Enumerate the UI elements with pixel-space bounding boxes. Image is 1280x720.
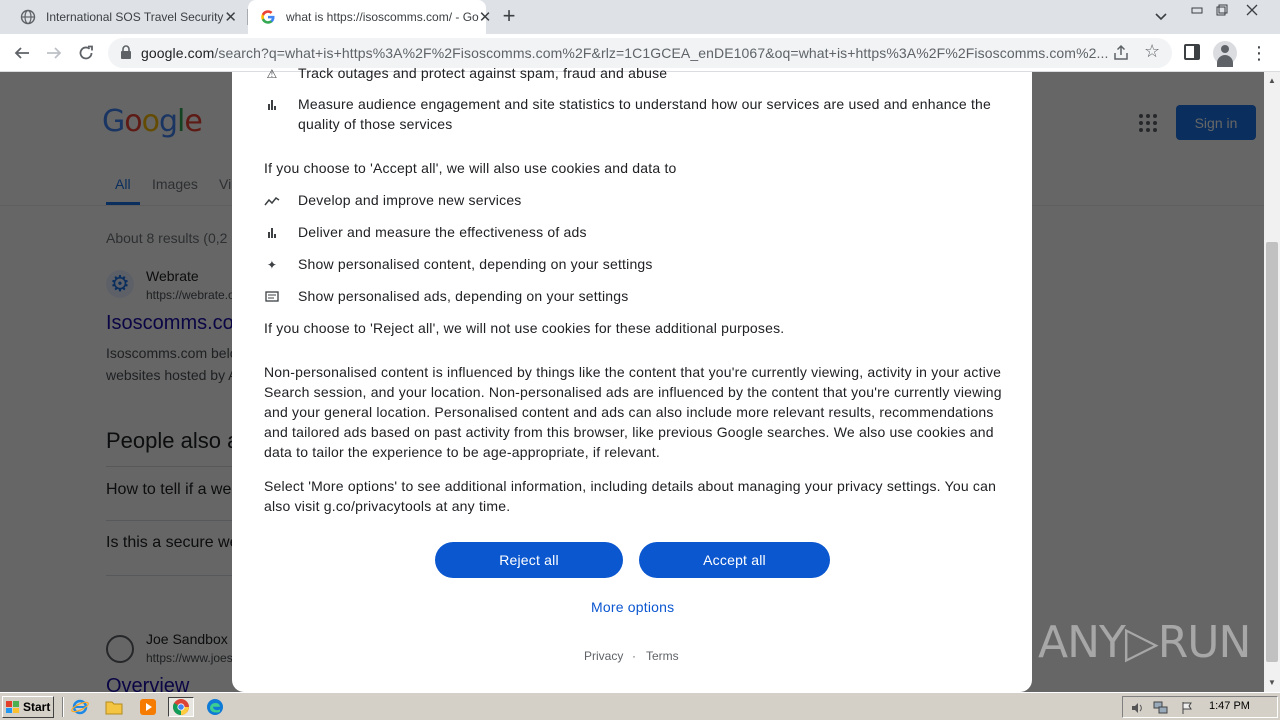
google-g-icon	[260, 9, 276, 25]
scrollbar-thumb[interactable]	[1266, 242, 1278, 662]
share-icon[interactable]	[1112, 44, 1130, 62]
url-path: /search?q=what+is+https%3A%2F%2Fisoscomms.com%2F&rlz=1C1GCEA_enDE1067&oq=what+is+https%3A%2F%2Fisoscomms.com%2...	[214, 45, 1109, 61]
tab-search-chevron-icon[interactable]	[1150, 6, 1172, 28]
chrome-icon[interactable]	[168, 697, 194, 717]
sparkle-icon: ✦	[266, 258, 278, 272]
volume-icon[interactable]	[1129, 700, 1145, 716]
reject-all-button[interactable]: Reject all	[435, 542, 623, 578]
tab-title: what is https://isoscomms.com/ - Go	[286, 10, 479, 24]
bookmark-star-icon[interactable]: ☆	[1144, 41, 1161, 61]
file-explorer-icon[interactable]	[104, 697, 124, 717]
scroll-up-icon[interactable]: ▲	[1268, 76, 1276, 85]
trending-icon	[264, 193, 280, 209]
minimize-window-icon[interactable]	[1184, 0, 1209, 20]
tab-google-search[interactable]	[248, 0, 492, 34]
close-tab-icon[interactable]: ✕	[478, 9, 492, 26]
globe-icon	[20, 9, 36, 25]
network-icon[interactable]	[1153, 700, 1169, 716]
start-button[interactable]	[2, 696, 54, 718]
bar-chart-icon	[264, 225, 280, 241]
cookie-consent-dialog: ⚠ Track outages and protect against spam, fraud and abuse Measure audience engagement and site statistics to understand how our services are used and enhance the quality of those services If you choose to 'Accept all', we will also use cookies and data to Develop and improve new services Deliver and measure the effectiveness of ads ✦ Show personalised content, depending on your settings Show personalised ads, depending on your settings If you choose to 'Reject all', we will not use cookies for these additional purposes. Non-personalised content is influenced by things like the content that you're currently viewing, activity in your active Search session, and your location. Non-personalised ads are influenced by the content that you're currently viewing and your general location. Personalised content and ads can also include more relevant results, recommendations and tailored ads based on past activity from this browser, like previous Google searches. We also use cookies and data to tailor the experience to be age-appropriate, if relevant. Select 'More options' to see additional information, including details about managing your privacy settings. You can also visit g.co/privacytools at any time. Reject all Accept all More options Privacy · Terms	[232, 72, 1032, 692]
non-personalised-explanation: Non-personalised content is influenced by things like the content that you're currently viewing, activity in your active Search session, and your location. Non-personalised ads are influenced by the content that you're currently viewing and your general location. Personalised content and ads can also include more relevant results, recommendations and tailored ads based on past activity from this browser, like previous Google searches. We also use cookies and data to tailor the experience to be age-appropriate, if relevant.	[264, 364, 1002, 460]
windows-taskbar	[0, 692, 1280, 720]
more-info-text: Select 'More options' to see additional information, including details about managing your privacy settings. You can also visit g.co/privacytools at any time.	[264, 478, 997, 514]
bar-chart-icon	[264, 97, 280, 113]
new-tab-button[interactable]: +	[502, 3, 516, 28]
close-tab-icon[interactable]: ✕	[224, 9, 237, 26]
taskbar-divider	[62, 697, 64, 717]
scroll-down-icon[interactable]: ▼	[1268, 678, 1276, 687]
windows-logo-icon	[6, 701, 20, 713]
media-player-icon[interactable]	[138, 697, 158, 717]
back-arrow-icon[interactable]	[9, 40, 35, 66]
lock-icon[interactable]	[120, 45, 134, 61]
warning-icon: ⚠	[266, 67, 278, 81]
accept-all-button[interactable]: Accept all	[639, 542, 830, 578]
internet-explorer-icon[interactable]	[70, 697, 90, 717]
page-scrollbar[interactable]	[1264, 72, 1280, 692]
url-host: google.com	[141, 45, 215, 61]
anyrun-watermark: ANY▷RUN	[1038, 616, 1251, 668]
close-window-icon[interactable]	[1234, 0, 1270, 20]
url-text[interactable]	[141, 45, 1109, 61]
browser-menu-icon[interactable]: ⋮	[1250, 43, 1268, 63]
reject-note: If you choose to 'Reject all', we will not use cookies for these additional purposes.	[264, 320, 785, 336]
edge-icon[interactable]	[205, 697, 225, 717]
more-options-link[interactable]: More options	[591, 599, 675, 615]
system-tray	[1122, 696, 1278, 718]
taskbar-clock[interactable]: 1:47 PM	[1209, 700, 1250, 712]
accept-intro: If you choose to 'Accept all', we will also use cookies and data to	[264, 160, 677, 176]
browser-tab-strip	[0, 0, 1280, 34]
footer-separator: ·	[632, 649, 636, 663]
start-label: Start	[23, 700, 51, 714]
restore-window-icon[interactable]	[1209, 0, 1234, 20]
side-panel-icon[interactable]	[1184, 44, 1200, 60]
terms-link[interactable]: Terms	[646, 649, 679, 663]
tab-title: International SOS Travel Security	[46, 10, 224, 24]
profile-avatar-icon[interactable]	[1213, 41, 1237, 65]
tab-international-sos[interactable]	[8, 0, 246, 34]
reload-icon[interactable]	[73, 40, 99, 66]
action-center-flag-icon[interactable]	[1179, 700, 1195, 716]
ad-icon	[264, 289, 280, 305]
privacy-link[interactable]: Privacy	[584, 649, 624, 663]
forward-arrow-icon[interactable]	[41, 40, 67, 66]
